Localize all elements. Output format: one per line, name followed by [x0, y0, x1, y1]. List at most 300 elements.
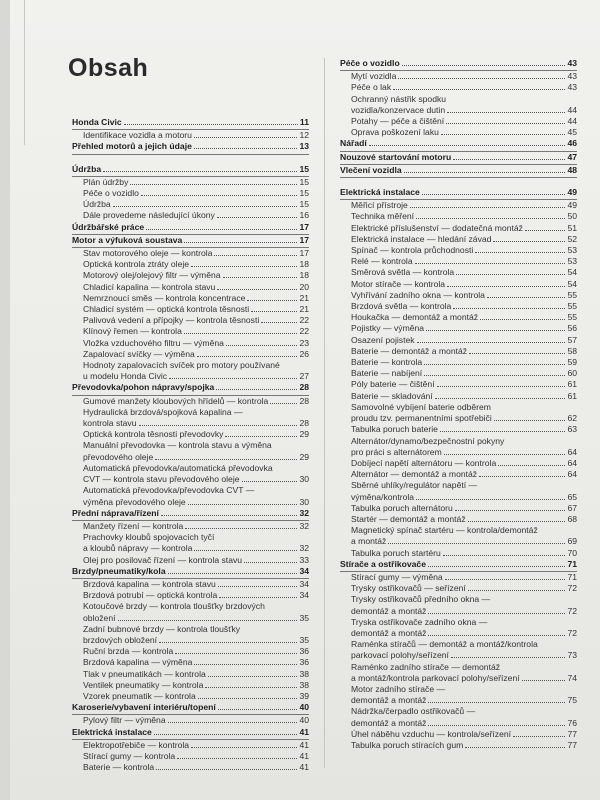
toc-leader-dots — [214, 254, 297, 256]
toc-entry — [72, 429, 309, 440]
toc-entry — [340, 187, 577, 200]
toc-entry-title: Vložka vzduchového filtru — výměna — [83, 337, 224, 348]
toc-entry-page: 49 — [567, 200, 577, 211]
toc-entry-title: Zadní bubnové brzdy — kontrola tloušťky — [83, 623, 241, 634]
toc-entry-title: výměna převodového oleje — [83, 496, 186, 507]
toc-entry — [72, 590, 309, 601]
toc-entry — [72, 199, 309, 210]
toc-entry-page: 36 — [299, 646, 309, 657]
toc-entry-page: 64 — [567, 469, 577, 480]
toc-leader-dots — [223, 276, 298, 278]
toc-entry-title: Ruční brzda — kontrola — [83, 646, 174, 657]
toc-entry-title: Stírače a ostřikovače — [340, 558, 426, 569]
toc-entry-page: 44 — [567, 116, 577, 127]
column-divider — [324, 58, 325, 768]
toc-leader-dots — [487, 296, 566, 298]
toc-entry — [340, 71, 577, 82]
toc-leader-dots — [445, 578, 566, 580]
toc-entry-page: 18 — [299, 259, 309, 270]
toc-entry-title: Plán údržby — [83, 176, 129, 187]
toc-leader-dots — [175, 652, 297, 654]
toc-leader-dots — [416, 498, 565, 500]
toc-leader-dots — [525, 229, 565, 231]
toc-entry-page: 12 — [299, 130, 309, 141]
toc-leader-dots — [219, 596, 297, 598]
toc-entry-title: Sběrné uhlíky/regulátor napětí — — [351, 480, 478, 491]
toc-entry-page: 11 — [299, 117, 309, 127]
toc-entry-page: 15 — [299, 188, 309, 199]
toc-entry-page: 49 — [567, 187, 577, 198]
toc-entry — [72, 248, 309, 259]
toc-leader-dots — [428, 612, 565, 614]
toc-entry-page: 20 — [299, 281, 309, 292]
toc-entry — [72, 657, 309, 668]
toc-entry-title: Prachovky kloubů spojovacích tyčí — [83, 532, 215, 543]
toc-entry-page: 73 — [567, 650, 577, 661]
toc-entry — [340, 211, 577, 222]
toc-entry-title: demontáž a montáž — [351, 695, 427, 706]
toc-entry-title: Hodnoty zapalovacích svíček pro motory používané — [83, 360, 280, 371]
toc-entry-title: Baterie — kontrola — [83, 762, 155, 773]
toc-entry-title: Manžety řízení — kontrola — [83, 520, 184, 531]
toc-leader-dots — [261, 321, 297, 323]
toc-leader-dots — [453, 158, 565, 160]
toc-entry-page: 64 — [567, 446, 577, 457]
toc-leader-dots — [440, 430, 565, 432]
toc-entry-page: 23 — [299, 337, 309, 348]
toc-entry — [72, 304, 309, 315]
toc-leader-dots — [217, 216, 298, 218]
toc-entry — [72, 188, 309, 199]
toc-entry — [340, 606, 577, 617]
toc-leader-dots — [441, 133, 566, 135]
toc-entry-title: CVT — kontrola stavu převodového oleje — [83, 474, 240, 485]
toc-entry-title: Tryska ostřikovače zadního okna — — [351, 616, 488, 627]
toc-entry-page: 55 — [567, 301, 577, 312]
toc-entry — [72, 740, 309, 751]
toc-entry-page: 72 — [567, 627, 577, 638]
toc-entry-page: 57 — [567, 334, 577, 345]
toc-entry — [72, 727, 309, 740]
toc-entry-page: 45 — [567, 127, 577, 138]
toc-left-column — [72, 108, 309, 773]
toc-entry-title: Nářadí — [340, 138, 367, 149]
toc-entry — [340, 58, 577, 71]
toc-entry-title: Péče o lak — [351, 82, 392, 93]
toc-entry-title: Stav motorového oleje — kontrola — [83, 248, 213, 259]
toc-entry — [340, 234, 577, 245]
toc-entry — [72, 624, 309, 635]
toc-leader-dots — [218, 585, 298, 587]
toc-leader-dots — [493, 240, 565, 242]
toc-entry — [340, 695, 577, 706]
toc-entry — [72, 382, 309, 395]
toc-entry-title: Kotoučové brzdy — kontrola tloušťky brzdových — [83, 601, 265, 612]
toc-entry-page: 55 — [567, 289, 577, 300]
toc-entry — [340, 447, 577, 458]
toc-entry-title: a montáž — [351, 536, 387, 547]
toc-entry-title: pro práci s alternátorem — [351, 446, 442, 457]
toc-entry — [72, 702, 309, 715]
toc-entry-title: brzdových obložení — [83, 634, 158, 645]
toc-entry-title: převodového oleje — [83, 451, 154, 462]
toc-entry — [340, 684, 577, 695]
toc-entry — [340, 628, 577, 639]
toc-entry-page: 39 — [299, 690, 309, 701]
toc-entry-page: 43 — [567, 71, 577, 82]
toc-leader-dots — [191, 746, 297, 748]
toc-entry-title: Póly baterie — čištění — [351, 379, 435, 390]
toc-entry-title: demontáž a montáž — [351, 717, 427, 728]
toc-leader-dots — [428, 565, 565, 567]
toc-entry — [340, 165, 577, 178]
toc-entry-title: Elektrická instalace — hledání závad — [351, 233, 492, 244]
toc-entry — [72, 579, 309, 590]
toc-entry-title: Optická kontrola těsnosti převodovky — [83, 429, 224, 440]
toc-entry-page: 41 — [299, 726, 309, 737]
toc-entry-title: Honda Civic — [72, 117, 122, 127]
toc-entry — [340, 301, 577, 312]
toc-entry-title: Spínač — kontrola průchodnosti — [351, 245, 474, 256]
toc-entry-page: 28 — [299, 382, 309, 393]
toc-entry-title: Technika měření — [351, 211, 415, 222]
toc-leader-dots — [177, 757, 297, 759]
book-page — [10, 0, 600, 800]
toc-entry-title: Vzorek pneumatik — kontrola — [83, 690, 196, 701]
toc-entry-title: Elektrická instalace — [340, 187, 420, 198]
toc-entry — [340, 617, 577, 628]
toc-entry-title: Brzdová potrubí — optická kontrola — [83, 590, 218, 601]
toc-leader-dots — [103, 170, 297, 172]
toc-entry — [72, 222, 309, 235]
toc-leader-dots — [513, 735, 565, 737]
toc-entry-title: Údržba — [72, 163, 102, 174]
toc-leader-dots — [428, 701, 565, 703]
toc-entry-title: Nouzové startování motoru — [340, 151, 452, 162]
toc-entry-title: Motor stírače — kontrola — [351, 278, 446, 289]
toc-entry — [340, 290, 577, 301]
toc-entry-page: 47 — [567, 151, 577, 162]
toc-entry — [340, 256, 577, 267]
toc-entry — [340, 639, 577, 650]
toc-entry — [72, 474, 309, 485]
toc-entry — [340, 335, 577, 346]
toc-entry — [72, 532, 309, 543]
toc-leader-dots — [216, 388, 297, 390]
toc-entry-page: 77 — [567, 728, 577, 739]
toc-entry-page: 59 — [567, 357, 577, 368]
toc-entry-page: 15 — [299, 163, 309, 174]
toc-leader-dots — [456, 273, 565, 275]
toc-entry-title: Ventilek pneumatiky — kontrola — [83, 679, 204, 690]
toc-entry-title: Hydraulická brzdová/spojková kapalina — — [83, 406, 243, 417]
toc-entry-title: Relé — kontrola — [351, 256, 413, 267]
toc-entry — [340, 480, 577, 491]
toc-entry — [340, 673, 577, 684]
toc-entry — [72, 210, 309, 221]
toc-leader-dots — [270, 402, 297, 404]
toc-entry-page: 18 — [299, 270, 309, 281]
toc-entry-title: Osazení pojistek — [351, 334, 415, 345]
toc-entry — [340, 469, 577, 480]
toc-entry — [340, 503, 577, 514]
toc-entry-page: 74 — [567, 672, 577, 683]
toc-entry — [340, 413, 577, 424]
toc-entry-page: 61 — [567, 390, 577, 401]
toc-leader-dots — [208, 675, 298, 677]
toc-entry — [340, 368, 577, 379]
toc-entry — [340, 312, 577, 323]
toc-leader-dots — [479, 475, 565, 477]
toc-entry-page: 67 — [567, 502, 577, 513]
toc-entry-page: 33 — [299, 554, 309, 565]
toc-entry-page: 60 — [567, 368, 577, 379]
toc-entry-title: Dále provedeme následující úkony — [83, 210, 215, 221]
toc-entry-page: 34 — [299, 578, 309, 589]
toc-entry-title: Baterie — nabíjení — [351, 368, 423, 379]
toc-entry-page: 32 — [299, 520, 309, 531]
toc-entry — [340, 559, 577, 572]
toc-leader-dots — [118, 619, 298, 621]
toc-entry-page: 17 — [299, 234, 309, 245]
toc-entry-page: 75 — [567, 695, 577, 706]
toc-entry — [340, 436, 577, 447]
toc-entry-page: 16 — [299, 210, 309, 221]
toc-entry — [72, 521, 309, 532]
toc-entry — [72, 646, 309, 657]
toc-leader-dots — [522, 679, 566, 681]
toc-leader-dots — [417, 341, 566, 343]
toc-entry-title: Chladicí kapalina — kontrola stavu — [83, 281, 216, 292]
toc-leader-dots — [154, 733, 298, 735]
toc-leader-dots — [469, 352, 565, 354]
toc-entry-title: Baterie — kontrola — [351, 357, 423, 368]
toc-entry-title: Tabulka poruch startéru — [351, 547, 441, 558]
toc-leader-dots — [428, 724, 565, 726]
toc-entry-title: Pylový filtr — výměna — [83, 715, 166, 726]
toc-entry — [340, 279, 577, 290]
toc-entry-page: 48 — [567, 164, 577, 175]
toc-entry-title: Směrová světla — kontrola — [351, 267, 455, 278]
toc-entry-page: 15 — [299, 176, 309, 187]
toc-leader-dots — [498, 464, 565, 466]
toc-entry-page: 41 — [299, 739, 309, 750]
page-title: Obsah — [68, 54, 149, 82]
toc-leader-dots — [130, 183, 297, 185]
toc-entry — [72, 270, 309, 281]
toc-leader-dots — [188, 503, 298, 505]
toc-entry-page: 41 — [299, 762, 309, 773]
toc-entry-title: Mytí vozidla — [351, 71, 397, 82]
toc-entry — [340, 536, 577, 547]
toc-leader-dots — [161, 514, 298, 516]
toc-entry-title: Elektropotřebiče — kontrola — [83, 739, 190, 750]
toc-entry-page: 40 — [299, 715, 309, 726]
toc-entry-page: 27 — [299, 371, 309, 382]
toc-leader-dots — [159, 641, 297, 643]
toc-entry — [72, 371, 309, 382]
toc-entry-page: 13 — [299, 141, 309, 152]
toc-entry-title: Péče o vozidlo — [83, 188, 139, 199]
toc-leader-dots — [184, 332, 298, 334]
toc-entry-title: proudu tzv. permanentními spotřebiči — [351, 413, 492, 424]
toc-leader-dots — [168, 721, 298, 723]
toc-entry-title: Elektrické příslušenství — dodatečná montáž — [351, 222, 523, 233]
toc-leader-dots — [424, 363, 565, 365]
toc-entry — [340, 662, 577, 673]
toc-entry-page: 32 — [299, 543, 309, 554]
toc-entry-page: 28 — [299, 418, 309, 429]
toc-leader-dots — [251, 310, 297, 312]
toc-entry-title: Tabulka poruch alternátoru — [351, 502, 453, 513]
toc-entry — [72, 396, 309, 407]
margin-line — [24, 0, 25, 145]
toc-leader-dots — [369, 144, 566, 146]
toc-entry — [72, 680, 309, 691]
toc-entry-title: Měřicí přístroje — [351, 200, 408, 211]
toc-leader-dots — [451, 656, 566, 658]
toc-entry-title: Potahy — péče a čištění — [351, 116, 445, 127]
toc-entry — [72, 751, 309, 762]
toc-entry-title: parkovací polohy/seřízení — [351, 650, 449, 661]
toc-entry — [340, 740, 577, 751]
toc-entry — [72, 235, 309, 248]
toc-entry-page: 17 — [299, 221, 309, 232]
toc-entry — [340, 594, 577, 605]
toc-entry-page: 53 — [567, 245, 577, 256]
toc-entry-title: Gumové manžety kloubových hřídelů — kontrola — [83, 395, 269, 406]
toc-leader-dots — [424, 374, 565, 376]
toc-entry-page: 35 — [299, 612, 309, 623]
toc-entry — [340, 525, 577, 536]
toc-entry — [340, 729, 577, 740]
toc-entry — [72, 418, 309, 429]
toc-entry-title: Raménko zadního stírače — demontáž — [351, 661, 501, 672]
toc-entry-title: Chladicí systém — optická kontrola těsnosti — [83, 304, 250, 315]
toc-entry-title: Motor a výfuková soustava — [72, 234, 183, 245]
toc-entry-page: 54 — [567, 278, 577, 289]
toc-leader-dots — [468, 520, 566, 522]
toc-entry — [72, 555, 309, 566]
toc-entry-page: 35 — [299, 634, 309, 645]
toc-entry — [340, 718, 577, 729]
toc-leader-dots — [205, 686, 297, 688]
toc-entry — [340, 346, 577, 357]
toc-entry — [72, 691, 309, 702]
toc-leader-dots — [156, 768, 297, 770]
toc-entry — [340, 583, 577, 594]
toc-entry-page: 51 — [567, 222, 577, 233]
toc-entry-page: 30 — [299, 496, 309, 507]
toc-entry-title: Oprava poškození laku — [351, 127, 439, 138]
toc-leader-dots — [217, 288, 297, 290]
toc-entry-page: 71 — [567, 558, 577, 569]
toc-entry — [340, 323, 577, 334]
toc-entry — [72, 440, 309, 451]
toc-entry-title: Brzdy/pneumatiky/kola — [72, 565, 166, 576]
toc-entry-title: Magnetický spínač startéru — kontrola/demontáž — [351, 525, 538, 536]
toc-entry-title: Automatická převodovka/automatická převodovka — [83, 462, 273, 473]
toc-entry-page: 22 — [299, 315, 309, 326]
toc-entry-page: 38 — [299, 668, 309, 679]
toc-leader-dots — [146, 228, 297, 230]
toc-entry — [340, 492, 577, 503]
toc-entry-page: 43 — [567, 58, 577, 68]
toc-entry-title: Trysky ostřikovačů předního okna — — [351, 594, 491, 605]
toc-entry-title: Pojistky — výměna — [351, 323, 425, 334]
toc-entry-page: 15 — [299, 199, 309, 210]
toc-entry — [72, 463, 309, 474]
toc-leader-dots — [194, 549, 297, 551]
toc-entry — [72, 543, 309, 554]
toc-entry — [340, 223, 577, 234]
toc-entry — [72, 282, 309, 293]
toc-entry — [340, 514, 577, 525]
toc-entry — [340, 357, 577, 368]
toc-entry-page: 71 — [567, 571, 577, 582]
toc-entry — [72, 566, 309, 579]
toc-entry-title: Údržbářské práce — [72, 221, 145, 232]
toc-leader-dots — [426, 329, 565, 331]
toc-entry — [72, 669, 309, 680]
toc-leader-dots — [141, 194, 298, 196]
toc-leader-dots — [225, 435, 297, 437]
toc-entry-page: 30 — [299, 474, 309, 485]
toc-entry-page: 69 — [567, 536, 577, 547]
toc-entry-title: Manuální převodovka — kontrola stavu a výměna — [83, 440, 272, 451]
toc-entry — [72, 452, 309, 463]
toc-entry-title: Alternátor/dynamo/bezpečnostní pokyny — [351, 435, 505, 446]
toc-entry-page: 63 — [567, 424, 577, 435]
toc-entry-title: Vyhřívání zadního okna — kontrola — [351, 289, 485, 300]
toc-leader-dots — [393, 88, 565, 90]
toc-entry — [72, 315, 309, 326]
toc-leader-dots — [185, 527, 297, 529]
toc-entry-title: Stírací gumy — výměna — [351, 571, 443, 582]
toc-entry — [340, 379, 577, 390]
toc-entry — [340, 391, 577, 402]
toc-entry-title: Samovolné vybíjení baterie odběrem — [351, 401, 491, 412]
toc-entry — [72, 407, 309, 418]
toc-entry-title: obložení — [83, 612, 116, 623]
toc-leader-dots — [388, 542, 565, 544]
toc-entry-page: 72 — [567, 605, 577, 616]
toc-entry-title: Automatická převodovka/převodovka CVT — — [83, 485, 255, 496]
toc-entry-title: Zapalovací svíčky — výměna — [83, 348, 195, 359]
toc-entry-page: 64 — [567, 457, 577, 468]
toc-entry — [72, 349, 309, 360]
toc-entry-page: 34 — [299, 590, 309, 601]
toc-entry-title: Houkačka — demontáž a montáž — [351, 312, 479, 323]
toc-entry — [340, 82, 577, 93]
toc-leader-dots — [113, 205, 298, 207]
toc-entry — [340, 548, 577, 559]
toc-entry — [340, 200, 577, 211]
toc-entry-title: Baterie — skladování — [351, 390, 433, 401]
toc-entry — [340, 116, 577, 127]
toc-leader-dots — [168, 572, 298, 574]
toc-entry-title: kontrola stavu — [83, 418, 137, 429]
toc-leader-dots — [198, 697, 298, 699]
toc-entry-page: 29 — [299, 451, 309, 462]
toc-entry-title: Startér — demontáž a montáž — [351, 513, 466, 524]
toc-entry-page: 62 — [567, 413, 577, 424]
toc-entry-title: výměna/kontrola — [351, 491, 415, 502]
toc-entry-title: Nádržka/čerpadlo ostřikovačů — — [351, 706, 476, 717]
toc-leader-dots — [194, 663, 297, 665]
toc-leader-dots — [415, 262, 566, 264]
toc-leader-dots — [218, 708, 298, 710]
